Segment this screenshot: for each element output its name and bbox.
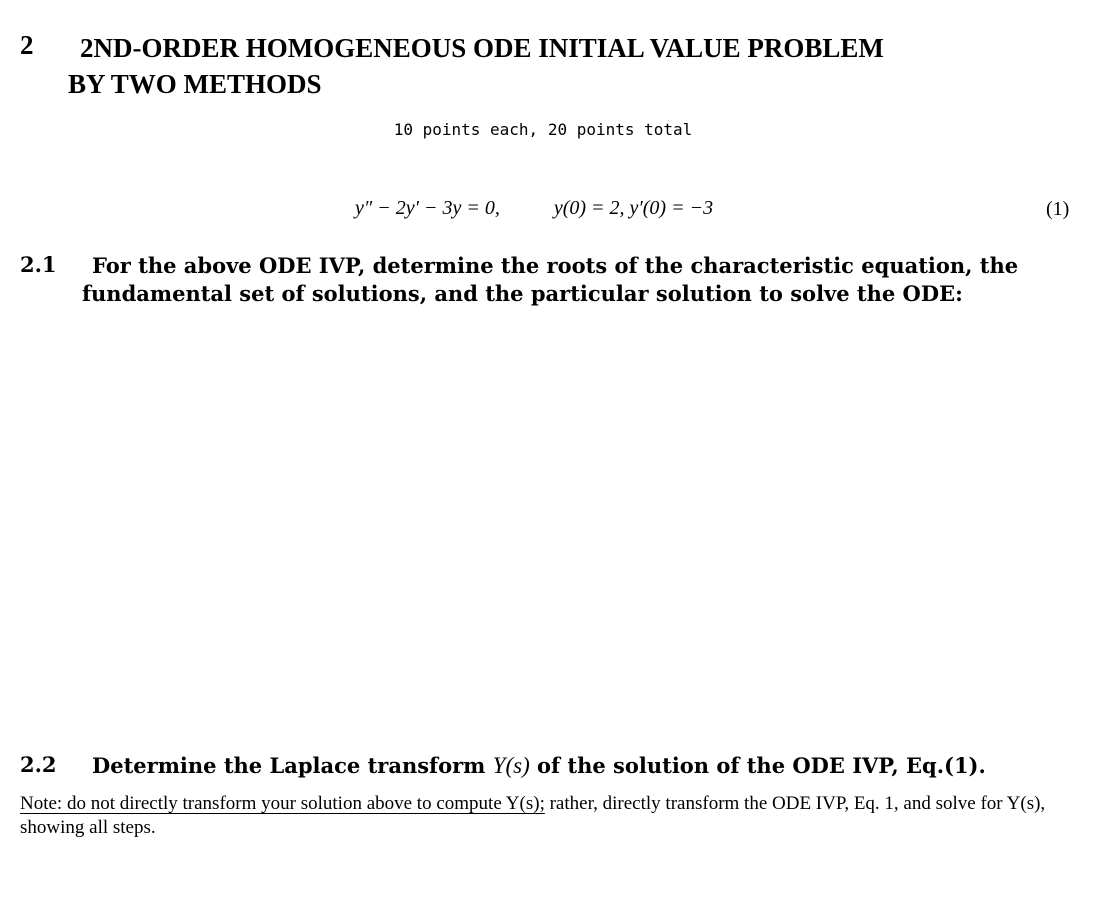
subsection-text-2-2-end: of the solution of the ODE IVP, Eq.(1). [529,753,986,778]
note-rest: rather, directly transform the ODE IVP, Eq. 1, and solve for Y(s), showing all steps. [20,793,1046,838]
subsection-text-2-1: For the above ODE IVP, determine the roots of the characteristic equation, the fundamental set of solutions, and the particular solution to solve the ODE: [82,253,1019,306]
ode-equation [355,197,713,220]
subsection-number-2-2: 2.2 [20,752,57,777]
section-title [68,30,1078,102]
note-underlined: Note: do not directly transform your solution above to compute Y(s); [20,793,545,814]
note-text [20,792,1080,840]
points-info: 10 points each, 20 points total [393,120,693,139]
subsection-text-2-2-start: Determine the Laplace transform [92,753,493,778]
section-title-line2: BY TWO METHODS [68,69,322,99]
initial-conditions: y(0) = 2, y′(0) = −3 [553,197,714,219]
equation-number: (1) [1046,198,1070,220]
ode-expression: y″ − 2y′ − 3y = 0, [355,197,500,219]
subsection-number-2-1: 2.1 [20,252,57,277]
section-title-line1: 2ND-ORDER HOMOGENEOUS ODE INITIAL VALUE PROBLEM [80,33,884,63]
laplace-symbol: Y(s) [492,753,530,778]
section-number: 2 [20,30,34,60]
subsection-text-2-2 [92,752,1072,780]
